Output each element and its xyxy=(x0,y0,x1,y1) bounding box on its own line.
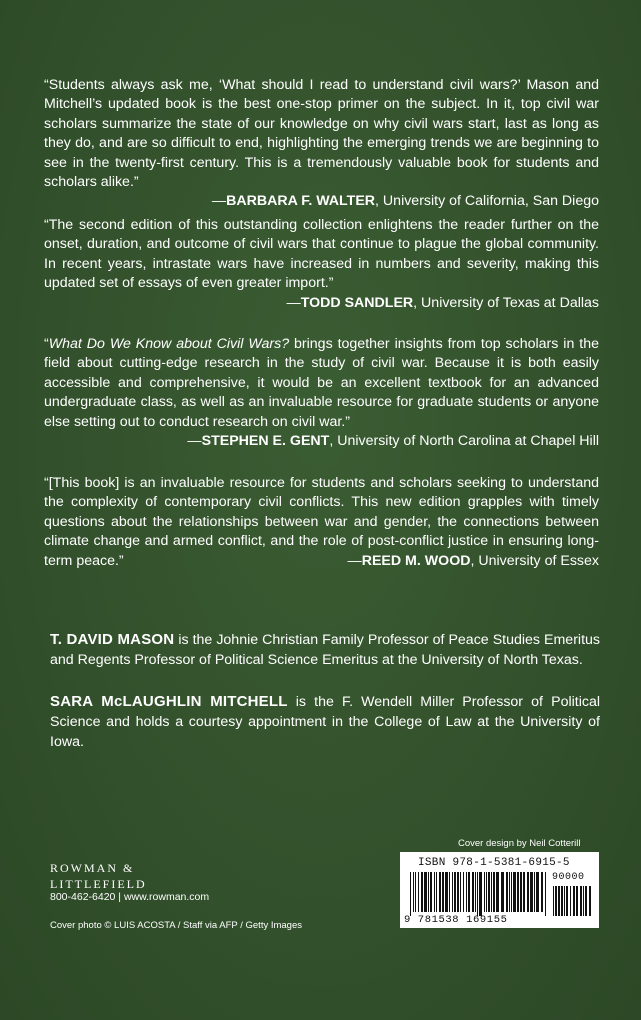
attribution-dash: — xyxy=(286,294,301,311)
author-bio-mitchell xyxy=(50,692,600,752)
addon-bar xyxy=(573,886,575,916)
barcode-bar xyxy=(509,872,510,912)
cover-design-credit: Cover design by Neil Cotterill xyxy=(458,838,581,849)
book-title-italic: What Do We Know about Civil Wars? xyxy=(48,336,290,352)
barcode-bar xyxy=(534,872,535,912)
barcode-bar xyxy=(434,872,435,912)
barcode-bar xyxy=(493,872,495,912)
barcode-bar xyxy=(410,872,411,916)
addon-bar xyxy=(576,886,578,916)
attribution-dash: — xyxy=(347,552,362,569)
author-name: SARA McLAUGHLIN MITCHELL xyxy=(50,693,288,710)
addon-bar xyxy=(553,886,554,916)
publisher-contact: 800-462-6420 | www.rowman.com xyxy=(50,891,210,903)
barcode-bar xyxy=(439,872,441,912)
barcode-bar xyxy=(421,872,423,912)
barcode-bar xyxy=(475,872,476,912)
endorser-name: STEPHEN E. GENT xyxy=(201,433,330,450)
endorsement-quote: “The second edition of this outstanding collection enlightens the reader further on the onset, duration, and outcome of civil wars that continue to plague the global community. In recent years, intrastate wars have increased in numbers and severity, making this updated set of essays of even greater import.” xyxy=(44,217,599,292)
isbn-barcode xyxy=(400,852,599,928)
barcode-bar xyxy=(527,872,529,912)
barcode-bar xyxy=(449,872,450,912)
endorsement-attribution xyxy=(44,432,599,451)
barcode-bar xyxy=(468,872,470,912)
barcode-bar xyxy=(477,872,478,916)
barcode-bar xyxy=(513,872,516,912)
endorser-name: BARBARA F. WALTER xyxy=(226,193,376,210)
barcode-bar xyxy=(486,872,487,912)
endorser-name: TODD SANDLER xyxy=(300,294,414,311)
endorsement-attribution xyxy=(348,552,599,571)
publisher-name-line1: ROWMAN & xyxy=(50,861,135,875)
barcode-bar xyxy=(430,872,432,912)
quote-rest: brings together insights from top scholars in the field about cutting-edge research in the study of civil war. Because it is both easily accessible and comprehensive, it would be an excellent textbook for an advanced undergraduate class, as well as an invaluable resource for graduate students or anyone else setting out to conduct research on civil war.” xyxy=(44,336,599,430)
endorser-affiliation: , University of Texas at Dallas xyxy=(413,294,599,311)
barcode-bar xyxy=(541,872,543,912)
addon-bar xyxy=(555,886,557,916)
barcode-bar xyxy=(436,872,437,912)
barcode-bar xyxy=(418,872,419,912)
barcode-bar xyxy=(415,872,416,912)
barcode-bar xyxy=(466,872,467,912)
barcode-bar xyxy=(488,872,490,912)
addon-bar xyxy=(561,886,563,916)
barcode-bar xyxy=(484,872,485,912)
publisher-logo xyxy=(50,860,147,892)
author-bio-text: is the F. Wendell Miller Professor of Political Science and holds a courtesy appointment in the College of Law at the University of Iowa. xyxy=(50,694,601,750)
barcode-bar xyxy=(491,872,492,912)
addon-bar xyxy=(566,886,568,916)
attribution-dash: — xyxy=(211,193,227,210)
barcode-bar xyxy=(506,872,508,912)
barcode-bar xyxy=(452,872,453,912)
endorsement-quote xyxy=(44,335,599,432)
quote-open-mark: “ xyxy=(44,336,49,352)
barcode-bar xyxy=(460,872,461,912)
barcode-ean-digits: 9 781538 169155 xyxy=(404,914,508,926)
author-name: T. DAVID MASON xyxy=(50,631,175,648)
endorsement-quote: “Students always ask me, ‘What should I read to understand civil wars?’ Mason and Mitchell’s updated book is the best one-stop primer on the subject. In it, top civil war scholars summarize the state of our knowledge on why civil wars start, last as long as they do, and are so difficult to end, highlighting the emerging trends we are beginning to see in the twenty-first century. This is a tremendously valuable book for students and scholars alike.” xyxy=(44,77,599,191)
barcode-bar xyxy=(501,872,504,912)
barcode-bar xyxy=(413,872,414,912)
endorser-name: REED M. WOOD xyxy=(361,552,471,569)
endorsement-walter xyxy=(44,76,599,212)
endorsement-sandler xyxy=(44,216,599,313)
barcode-bar xyxy=(454,872,456,912)
barcode-bar xyxy=(479,872,482,916)
barcode-bar xyxy=(457,872,459,912)
attribution-dash: — xyxy=(187,433,202,450)
isbn-label: ISBN 978-1-5381-6915-5 xyxy=(418,857,570,869)
barcode-bar xyxy=(445,872,448,912)
barcode-bar xyxy=(545,872,546,916)
author-bio-text: is the Johnie Christian Family Professor of Peace Studies Emeritus and Regents Professor of Political Science Emeritus at the University of North Texas. xyxy=(50,632,600,668)
addon-bar xyxy=(558,886,560,916)
addon-bar xyxy=(589,886,591,916)
author-bio-mason xyxy=(50,630,600,670)
endorser-affiliation: , University of North Carolina at Chapel Hill xyxy=(329,433,599,450)
barcode-bar xyxy=(520,872,522,912)
barcode-bar xyxy=(511,872,512,912)
barcode-bar xyxy=(523,872,525,912)
addon-bar xyxy=(580,886,582,916)
barcode-bar xyxy=(442,872,444,912)
barcode-bar xyxy=(517,872,519,912)
cover-photo-credit: Cover photo © LUIS ACOSTA / Staff via AFP / Getty Images xyxy=(50,920,303,931)
barcode-bar xyxy=(463,872,464,912)
endorsement-wood xyxy=(44,474,599,571)
addon-bar xyxy=(564,886,565,916)
barcode-bar xyxy=(428,872,429,912)
barcode-bar xyxy=(536,872,539,912)
barcode-addon-digits: 90000 xyxy=(552,872,585,883)
endorsement-attribution xyxy=(44,192,599,211)
endorsement-gent xyxy=(44,335,599,451)
barcode-bar xyxy=(496,872,499,912)
endorser-affiliation: , University of California, San Diego xyxy=(375,193,599,210)
addon-bar xyxy=(570,886,571,916)
endorsement-quote: “[This book] is an invaluable resource for students and scholars seeking to understand the complexity of contemporary civil conflicts. This new edition grapples with timely questions about the relationships between war and gender, the connections between climate change and armed conflict, and the role of post-conflict justice in ensuring long-term peace.” xyxy=(44,475,599,569)
endorser-affiliation: , University of Essex xyxy=(470,552,599,569)
addon-bar xyxy=(583,886,584,916)
endorsement-attribution xyxy=(44,294,599,313)
publisher-name-line2: LITTLEFIELD xyxy=(50,877,147,891)
barcode-bar xyxy=(424,872,427,912)
addon-bar xyxy=(585,886,587,916)
barcode-bar xyxy=(530,872,533,912)
barcode-bar xyxy=(472,872,474,912)
